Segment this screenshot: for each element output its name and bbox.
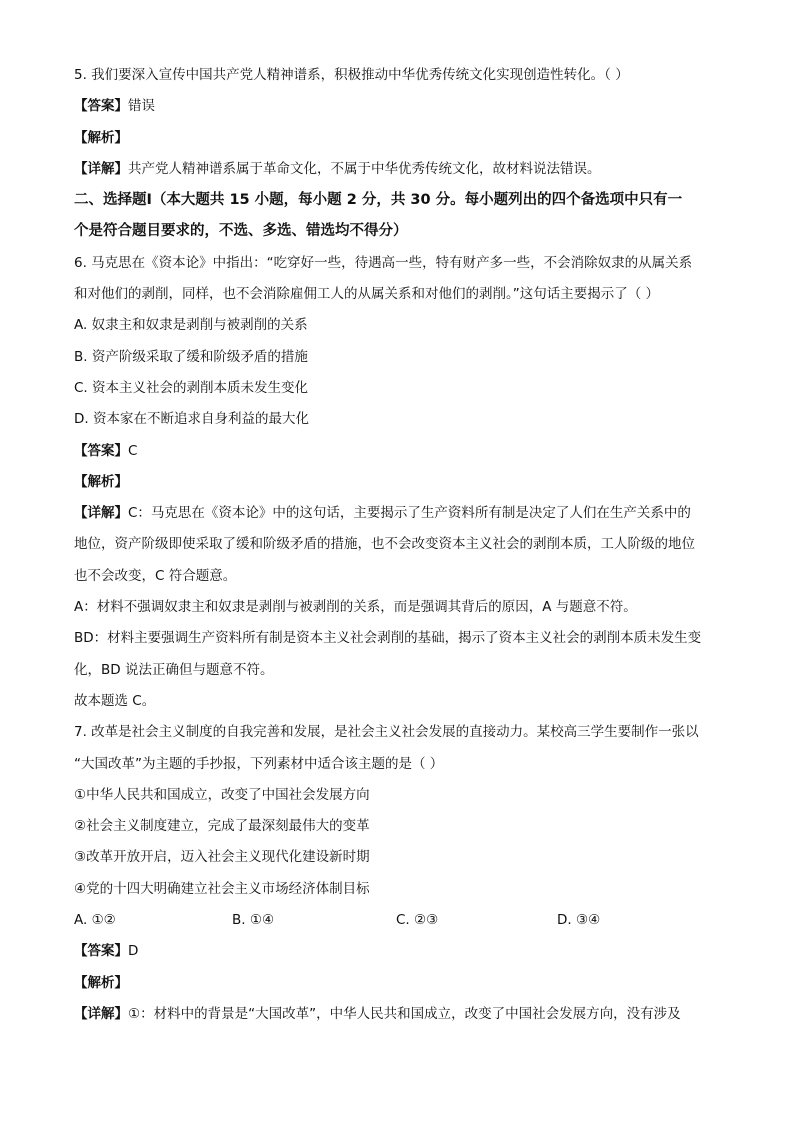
q7-option-d: D. ③④	[557, 912, 601, 929]
q6-detail-line-5: BD：材料主要强调生产资料所有制是资本主义社会剥削的基础，揭示了资本主义社会的剥削本质未发生变	[74, 630, 702, 647]
q5-answer	[74, 91, 724, 122]
answer-tag: 【答案】	[74, 98, 128, 115]
q5-detail	[74, 154, 724, 185]
analysis-tag: 【解析】	[74, 473, 128, 490]
q6-stem-line-2: 和对他们的剥削，同样，也不会消除雇佣工人的从属关系和对他们的剥削。”这句话主要揭示了（ ）	[74, 286, 660, 303]
analysis-tag: 【解析】	[74, 974, 128, 991]
q7-item-4: ④党的十四大明确建立社会主义市场经济体制目标	[74, 880, 370, 897]
detail-text: ①：材料中的背景是“大国改革”，中华人民共和国成立，改变了中国社会发展方向，没有涉及	[128, 1005, 681, 1022]
answer-value: 错误	[128, 98, 155, 115]
detail-text: 共产党人精神谱系属于革命文化，不属于中华优秀传统文化，故材料说法错误。	[128, 160, 601, 177]
q6-detail-line-7: 故本题选 C。	[74, 692, 156, 709]
q6-detail-line-1	[74, 498, 724, 529]
q6-option-b: B. 资产阶级采取了缓和阶级矛盾的措施	[74, 348, 308, 365]
q7-option-a: A. ①②	[74, 912, 116, 929]
q6-answer	[74, 436, 724, 467]
answer-value: D	[128, 943, 139, 960]
q7-analysis	[74, 968, 724, 999]
analysis-tag: 【解析】	[74, 129, 128, 146]
answer-value: C	[128, 442, 138, 459]
q7-option-b: B. ①④	[232, 912, 275, 929]
q6-analysis	[74, 467, 724, 498]
q5-stem: 5. 我们要深入宣传中国共产党人精神谱系，积极推动中华优秀传统文化实现创造性转化。（ ）	[74, 67, 629, 83]
q6-detail-line-3: 也不会改变，C 符合题意。	[74, 567, 237, 584]
q7-detail	[74, 999, 724, 1030]
q5-analysis	[74, 123, 724, 154]
q7-stem-line-2: “大国改革”为主题的手抄报，下列素材中适合该主题的是（ ）	[74, 755, 444, 772]
q6-option-a: A. 奴隶主和奴隶是剥削与被剥削的关系	[74, 317, 308, 334]
q6-stem-line-1: 6. 马克思在《资本论》中指出：“吃穿好一些，待遇高一些，特有财产多一些，不会消除奴隶的从属关系	[74, 254, 693, 271]
q7-item-1: ①中华人民共和国成立，改变了中国社会发展方向	[74, 786, 370, 803]
q6-detail-line-6: 化，BD 说法正确但与题意不符。	[74, 661, 274, 678]
detail-text: C：马克思在《资本论》中的这句话，主要揭示了生产资料所有制是决定了人们在生产关系中的	[128, 505, 691, 522]
detail-tag: 【详解】	[74, 160, 128, 177]
detail-tag: 【详解】	[74, 1005, 128, 1022]
q6-detail-line-2: 地位，资产阶级即使采取了缓和阶级矛盾的措施，也不会改变资本主义社会的剥削本质，工人阶级的地位	[74, 536, 695, 553]
section-heading-line-1: 二、选择题Ⅰ（本大题共 15 小题，每小题 2 分，共 30 分。每小题列出的四个备选项中只有一	[74, 192, 683, 209]
document-page	[74, 60, 724, 1030]
answer-tag: 【答案】	[74, 442, 128, 459]
q7-item-3: ③改革开放开启，迈入社会主义现代化建设新时期	[74, 849, 370, 866]
q6-detail-line-4: A：材料不强调奴隶主和奴隶是剥削与被剥削的关系，而是强调其背后的原因，A 与题意不符。	[74, 599, 637, 616]
q7-option-c: C. ②③	[396, 912, 439, 929]
q7-stem-line-1: 7. 改革是社会主义制度的自我完善和发展，是社会主义社会发展的直接动力。某校高三学生要制作一张以	[74, 724, 699, 741]
answer-tag: 【答案】	[74, 943, 128, 960]
q6-option-d: D. 资本家在不断追求自身利益的最大化	[74, 411, 309, 428]
q6-option-c: C. 资本主义社会的剥削本质未发生变化	[74, 379, 309, 396]
section-heading-line-2: 个是符合题目要求的，不选、多选、错选均不得分）	[74, 223, 408, 240]
detail-tag: 【详解】	[74, 505, 128, 522]
q7-options	[74, 905, 724, 936]
q7-item-2: ②社会主义制度建立，完成了最深刻最伟大的变革	[74, 818, 370, 835]
q7-answer	[74, 936, 724, 967]
